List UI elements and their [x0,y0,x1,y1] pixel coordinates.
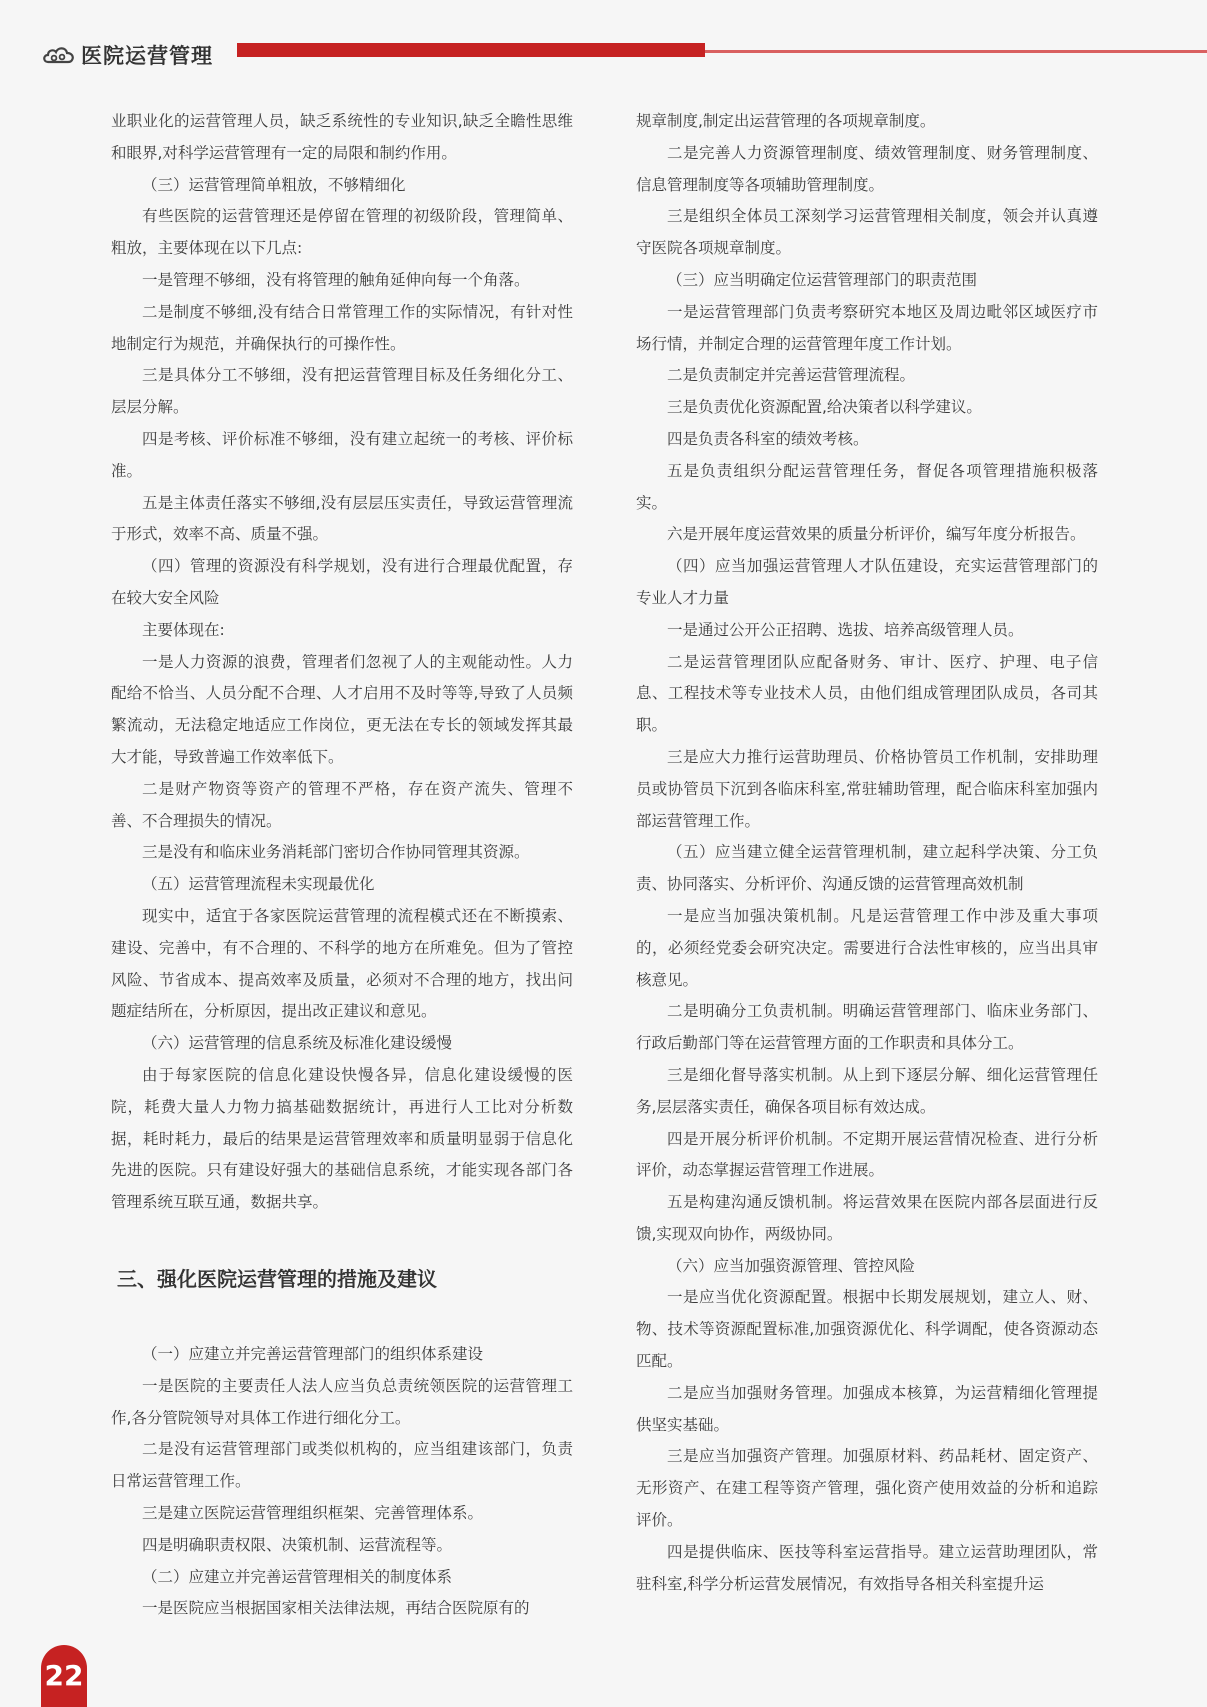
subheading: （四）管理的资源没有科学规划，没有进行合理最优配置，存在较大安全风险 [111,557,573,607]
paragraph: 三是没有和临床业务消耗部门密切合作协同管理其资源。 [142,843,530,862]
subheading: （六）运营管理的信息系统及标准化建设缓慢 [142,1034,453,1053]
paragraph: 一是应当优化资源配置。根据中长期发展规划，建立人、财、物、技术等资源配置标准,加强资源优化、科学调配，使各资源动态匹配。 [636,1288,1098,1371]
page-number: 22 [41,1645,87,1707]
paragraph: 五是主体责任落实不够细,没有层层压实责任，导致运营管理流于形式，效率不高、质量不强。 [111,493,573,544]
left-column [111,106,573,1219]
subheading: （六）应当加强资源管理、管控风险 [667,1256,916,1275]
header-title: 医院运营管理 [81,44,213,68]
right-column [636,106,1098,1600]
subheading: （四）应当加强运营管理人才队伍建设，充实运营管理部门的专业人才力量 [636,557,1098,607]
subheading: （三）应当明确定位运营管理部门的职责范围 [667,270,978,289]
paragraph: 二是完善人力资源管理制度、绩效管理制度、财务管理制度、信息管理制度等各项辅助管理制度。 [636,143,1098,194]
paragraph: 二是财产物资等资产的管理不严格，存在资产流失、管理不善、不合理损失的情况。 [111,779,573,830]
paragraph: 业职业化的运营管理人员，缺乏系统性的专业知识,缺乏全瞻性思维和眼界,对科学运营管理有一定的局限和制约作用。 [111,112,573,162]
paragraph: 二是明确分工负责机制。明确运营管理部门、临床业务部门、行政后勤部门等在运营管理方面的工作职责和具体分工。 [636,1002,1098,1053]
paragraph: 三是负责优化资源配置,给决策者以科学建议。 [667,398,982,417]
paragraph: 二是没有运营管理部门或类似机构的，应当组建该部门，负责日常运营管理工作。 [111,1440,573,1491]
paragraph: 四是明确职责权限、决策机制、运营流程等。 [142,1535,453,1554]
cloud-logo-icon [42,44,76,66]
paragraph: 一是通过公开公正招聘、选拔、培养高级管理人员。 [667,620,1024,639]
paragraph: 一是医院的主要责任人法人应当负总责统领医院的运营管理工作,各分管院领导对具体工作进行细化分工。 [111,1376,573,1427]
paragraph: 现实中，适宜于各家医院运营管理的流程模式还在不断摸索、建设、完善中，有不合理的、不科学的地方在所难免。但为了管控风险、节省成本、提高效率及质量，必须对不合理的地方，找出问题症结所在，分析原因，提出改正建议和意见。 [111,906,573,1021]
subheading: （二）应建立并完善运营管理相关的制度体系 [142,1567,453,1586]
paragraph: 一是运营管理部门负责考察研究本地区及周边毗邻区域医疗市场行情，并制定合理的运营管理年度工作计划。 [636,302,1098,353]
paragraph: 三是建立医院运营管理组织框架、完善管理体系。 [142,1503,484,1522]
paragraph: 六是开展年度运营效果的质量分析评价，编写年度分析报告。 [667,525,1086,544]
paragraph: 三是应大力推行运营助理员、价格协管员工作机制，安排助理员或协管员下沉到各临床科室,常驻辅助管理，配合临床科室加强内部运营管理工作。 [636,747,1098,830]
paragraph: 三是组织全体员工深刻学习运营管理相关制度，领会并认真遵守医院各项规章制度。 [636,207,1098,258]
paragraph: 五是构建沟通反馈机制。将运营效果在医院内部各层面进行反馈,实现双向协作，两级协同。 [636,1193,1098,1243]
paragraph: 一是管理不够细，没有将管理的触角延伸向每一个角落。 [142,270,530,289]
paragraph: 四是考核、评价标准不够细，没有建立起统一的考核、评价标准。 [111,429,573,480]
paragraph: 三是应当加强资产管理。加强原材料、药品耗材、固定资产、无形资产、在建工程等资产管理，强化资产使用效益的分析和追踪评价。 [636,1447,1098,1530]
paragraph: 三是具体分工不够细，没有把运营管理目标及任务细化分工、层层分解。 [111,366,573,417]
subheading: （五）应当建立健全运营管理机制，建立起科学决策、分工负责、协同落实、分析评价、沟通反馈的运营管理高效机制 [636,843,1098,894]
header-red-bar [237,43,705,57]
paragraph: 一是应当加强决策机制。凡是运营管理工作中涉及重大事项的，必须经党委会研究决定。需要进行合法性审核的，应当出具审核意见。 [636,906,1098,989]
paragraph: 一是医院应当根据国家相关法律法规，再结合医院原有的 [142,1599,530,1618]
paragraph: 四是负责各科室的绩效考核。 [667,429,869,448]
paragraph: 三是细化督导落实机制。从上到下逐层分解、细化运营管理任务,层层落实责任，确保各项目标有效达成。 [636,1065,1098,1116]
page-header [0,0,1207,90]
subheading: （五）运营管理流程未实现最优化 [142,875,375,894]
paragraph: 由于每家医院的信息化建设快慢各异，信息化建设缓慢的医院，耗费大量人力物力搞基础数据统计，再进行人工比对分析数据，耗时耗力，最后的结果是运营管理效率和质量明显弱于信息化先进的医院。只有建设好强大的基础信息系统，才能实现各部门各管理系统互联互通，数据共享。 [111,1065,573,1212]
paragraph: 二是应当加强财务管理。加强成本核算，为运营精细化管理提供坚实基础。 [636,1383,1098,1434]
subheading: （一）应建立并完善运营管理部门的组织体系建设 [142,1345,484,1363]
section-title: 三、强化医院运营管理的措施及建议 [117,1267,437,1291]
paragraph: 二是负责制定并完善运营管理流程。 [667,366,916,385]
header-red-line [705,50,1207,53]
left-column-lower [111,1339,573,1625]
subheading: （三）运营管理简单粗放，不够精细化 [142,175,406,194]
paragraph: 四是开展分析评价机制。不定期开展运营情况检查、进行分析评价，动态掌握运营管理工作进展。 [636,1129,1098,1180]
paragraph: 四是提供临床、医技等科室运营指导。建立运营助理团队，常驻科室,科学分析运营发展情况，有效指导各相关科室提升运 [636,1542,1098,1593]
paragraph: 二是运营管理团队应配备财务、审计、医疗、护理、电子信息、工程技术等专业技术人员，由他们组成管理团队成员，各司其职。 [636,652,1098,735]
paragraph: 有些医院的运营管理还是停留在管理的初级阶段，管理简单、粗放，主要体现在以下几点: [111,207,573,258]
paragraph: 一是人力资源的浪费，管理者们忽视了人的主观能动性。人力配给不恰当、人员分配不合理、人才启用不及时等等,导致了人员频繁流动，无法稳定地适应工作岗位，更无法在专长的领域发挥其最大才能，导致普遍工作效率低下。 [111,652,573,766]
paragraph: 主要体现在: [142,620,225,639]
paragraph: 五是负责组织分配运营管理任务，督促各项管理措施积极落实。 [636,461,1098,512]
paragraph: 规章制度,制定出运营管理的各项规章制度。 [636,112,936,130]
paragraph: 二是制度不够细,没有结合日常管理工作的实际情况，有针对性地制定行为规范，并确保执行的可操作性。 [111,302,573,353]
